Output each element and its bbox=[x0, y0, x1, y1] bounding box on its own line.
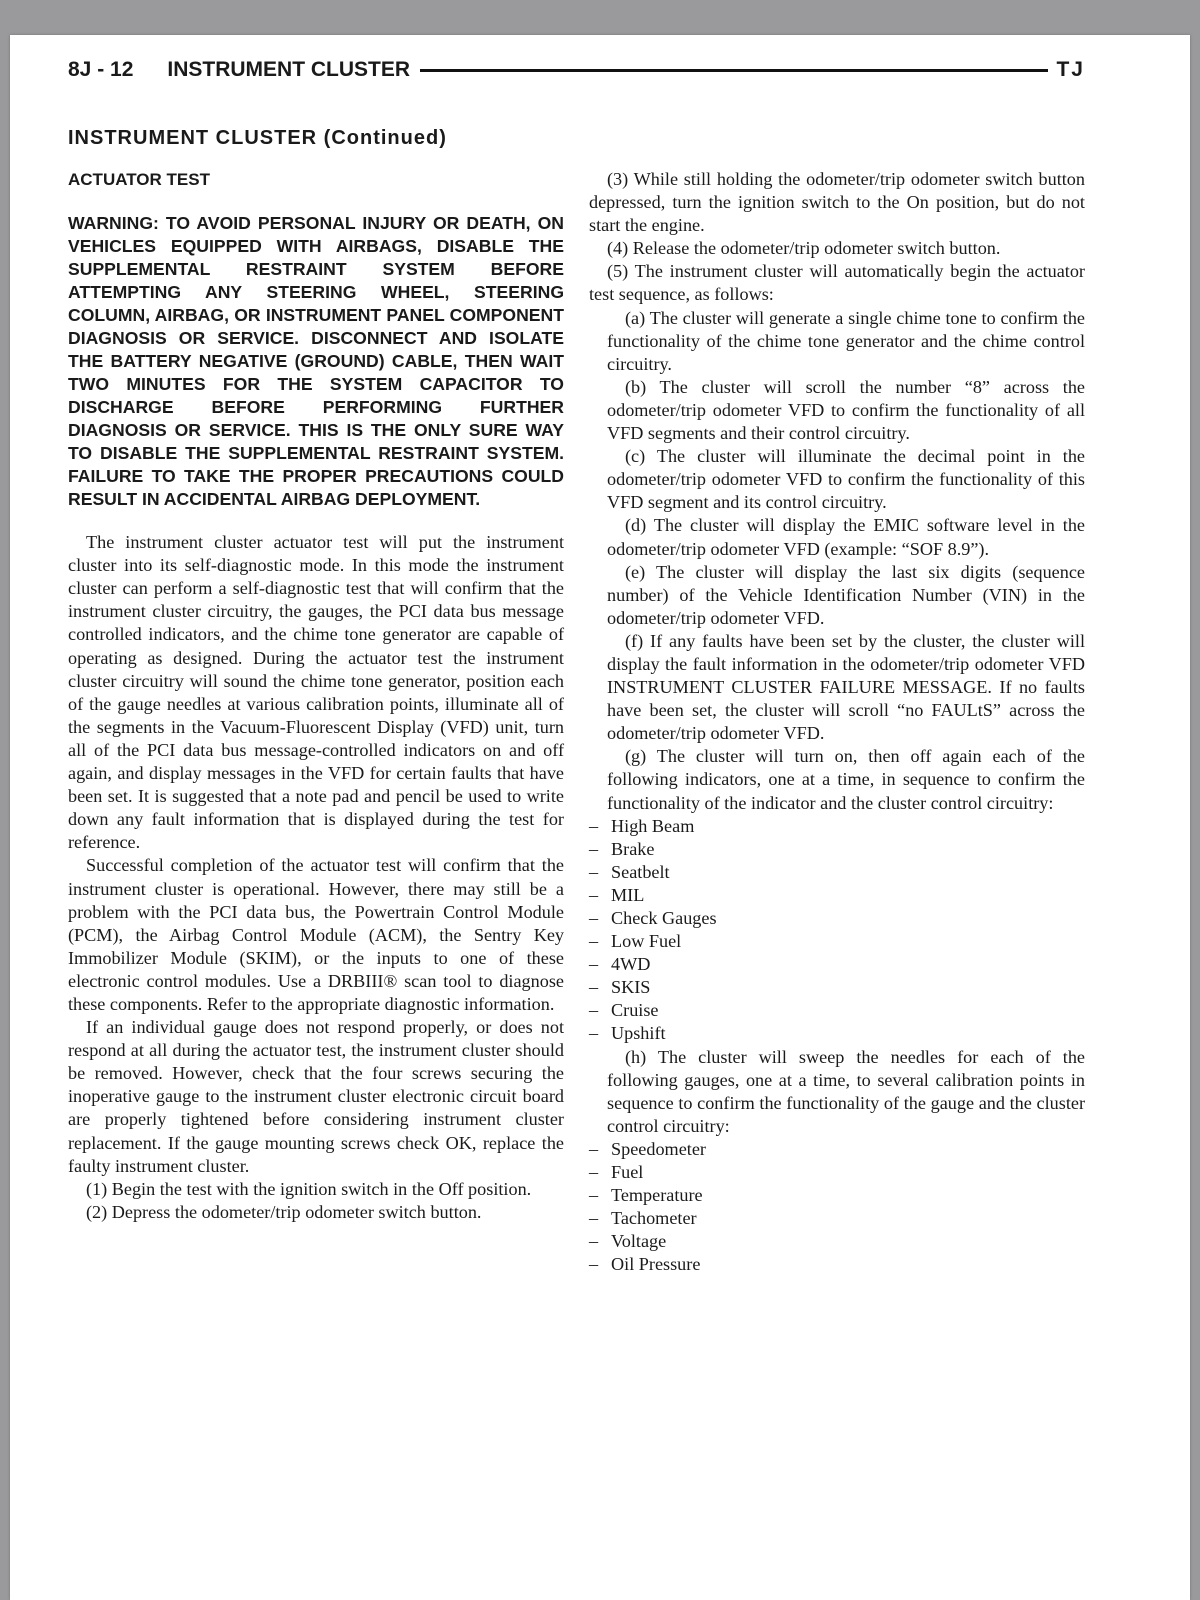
page-header bbox=[68, 54, 1085, 86]
chapter-title: INSTRUMENT CLUSTER bbox=[167, 58, 411, 81]
list-item: – Temperature bbox=[589, 1184, 1085, 1207]
list-item: – 4WD bbox=[589, 953, 1085, 976]
indicator-list bbox=[589, 815, 1085, 1046]
list-item: – Oil Pressure bbox=[589, 1253, 1085, 1276]
left-column bbox=[68, 168, 564, 1224]
list-item: – Brake bbox=[589, 838, 1085, 861]
subsection-heading: ACTUATOR TEST bbox=[68, 170, 210, 189]
warning-text: WARNING: TO AVOID PERSONAL INJURY OR DEATH, ON VEHICLES EQUIPPED WITH AIRBAGS, DISABLE THE SUPPLEMENTAL RESTRAINT SYSTEM BEFORE ATTEMPTING ANY STEERING WHEEL, STEERING COLUMN, AIRBAG, OR INSTRUMENT PANEL COMPONENT DIAGNOSIS OR SERVICE. DISCONNECT AND ISOLATE THE BATTERY NEGATIVE (GROUND) CABLE, THEN WAIT TWO MINUTES FOR THE SYSTEM CAPACITOR TO DISCHARGE BEFORE PERFORMING FURTHER DIAGNOSIS OR SERVICE. THIS IS THE ONLY SURE WAY TO DISABLE THE SUPPLEMENTAL RESTRAINT SYSTEM. FAILURE TO TAKE THE PROPER PRECAUTIONS COULD RESULT IN ACCIDENTAL AIRBAG DEPLOYMENT. bbox=[68, 213, 564, 510]
list-item: – Upshift bbox=[589, 1022, 1085, 1045]
substep-item: (e) The cluster will display the last six digits (sequence number) of the Vehicle Identification Number (VIN) in the odometer/trip odometer VFD. bbox=[607, 561, 1085, 628]
step-item: (4) Release the odometer/trip odometer switch button. bbox=[607, 238, 1001, 259]
list-item: – Low Fuel bbox=[589, 930, 1085, 953]
list-item: – MIL bbox=[589, 884, 1085, 907]
list-item: – Cruise bbox=[589, 999, 1085, 1022]
paragraph: Successful completion of the actuator test will confirm that the instrument cluster is operational. However, there may still be a problem with the PCI data bus, the Powertrain Control Module (PCM), the Airbag Control Module (ACM), the Sentry Key Immobilizer Module (SKIM), or the inputs to one of these electronic control modules. Use a DRBIII® scan tool to diagnose these components. Refer to the appropriate diagnostic information. bbox=[68, 855, 564, 1014]
step-item: (5) The instrument cluster will automatically begin the actuator test sequence, as follows: bbox=[589, 261, 1085, 305]
section-title: INSTRUMENT CLUSTER (Continued) bbox=[68, 127, 447, 149]
list-item: – Voltage bbox=[589, 1230, 1085, 1253]
substep-item: (h) The cluster will sweep the needles for each of the following gauges, one at a time, to several calibration points in sequence to confirm the functionality of the gauge and the cluster control circuitry: bbox=[607, 1046, 1085, 1136]
list-item: – High Beam bbox=[589, 815, 1085, 838]
substep-item: (g) The cluster will turn on, then off again each of the following indicators, one at a time, in sequence to confirm the functionality of the indicator and the cluster control circuitry: bbox=[607, 746, 1085, 813]
substep-item: (c) The cluster will illuminate the decimal point in the odometer/trip odometer VFD to confirm the functionality of this VFD segment and its control circuitry. bbox=[607, 446, 1085, 513]
step-item: (3) While still holding the odometer/trip odometer switch button depressed, turn the ignition switch to the On position, but do not start the engine. bbox=[589, 169, 1085, 236]
model-code: TJ bbox=[1056, 58, 1085, 81]
substep-item: (d) The cluster will display the EMIC software level in the odometer/trip odometer VFD (example: “SOF 8.9”). bbox=[607, 515, 1085, 559]
page-number: 8J - 12 bbox=[68, 58, 134, 81]
substep-item: (a) The cluster will generate a single chime tone to confirm the functionality of the chime tone generator and the chime control circuitry. bbox=[607, 307, 1085, 374]
substep-item: (f) If any faults have been set by the cluster, the cluster will display the fault information in the odometer/trip odometer VFD INSTRUMENT CLUSTER FAILURE MESSAGE. If no faults have been set, the cluster will scroll “no FAULtS” across the odometer/trip odometer VFD. bbox=[607, 630, 1085, 744]
paragraph: The instrument cluster actuator test will put the instrument cluster into its self-diagnostic mode. In this mode the instrument cluster can perform a self-diagnostic test that will confirm that the instrument cluster circuitry, the gauges, the PCI data bus message controlled indicators, and the chime tone generator are capable of operating as designed. During the actuator test the instrument cluster circuitry will sound the chime tone generator, position each of the gauge needles at various calibration points, illuminate all of the segments in the Vacuum-Fluorescent Display (VFD) unit, turn all of the PCI data bus message-controlled indicators on and off again, and display messages in the VFD for certain faults that have been set. It is suggested that a note pad and pencil be used to write down any fault information that is displayed during the test for reference. bbox=[68, 532, 564, 853]
right-column bbox=[589, 168, 1085, 1277]
step-item: (1) Begin the test with the ignition switch in the Off position. bbox=[86, 1178, 532, 1199]
list-item: – SKIS bbox=[589, 976, 1085, 999]
list-item: – Seatbelt bbox=[589, 861, 1085, 884]
list-item: – Tachometer bbox=[589, 1207, 1085, 1230]
list-item: – Check Gauges bbox=[589, 907, 1085, 930]
substep-item: (b) The cluster will scroll the number “8” across the odometer/trip odometer VFD to confirm the functionality of all VFD segments and their control circuitry. bbox=[607, 376, 1085, 444]
paragraph: If an individual gauge does not respond properly, or does not respond at all during the actuator test, the instrument cluster should be removed. However, check that the four screws securing the inoperative gauge to the instrument cluster electronic circuit board are properly tightened before considering instrument cluster replacement. If the gauge mounting screws check OK, replace the faulty instrument cluster. bbox=[68, 1017, 564, 1176]
list-item: – Fuel bbox=[589, 1161, 1085, 1184]
step-item: (2) Depress the odometer/trip odometer switch button. bbox=[86, 1201, 482, 1222]
gauge-list bbox=[589, 1138, 1085, 1277]
header-rule bbox=[420, 69, 1048, 72]
list-item: – Speedometer bbox=[589, 1138, 1085, 1161]
